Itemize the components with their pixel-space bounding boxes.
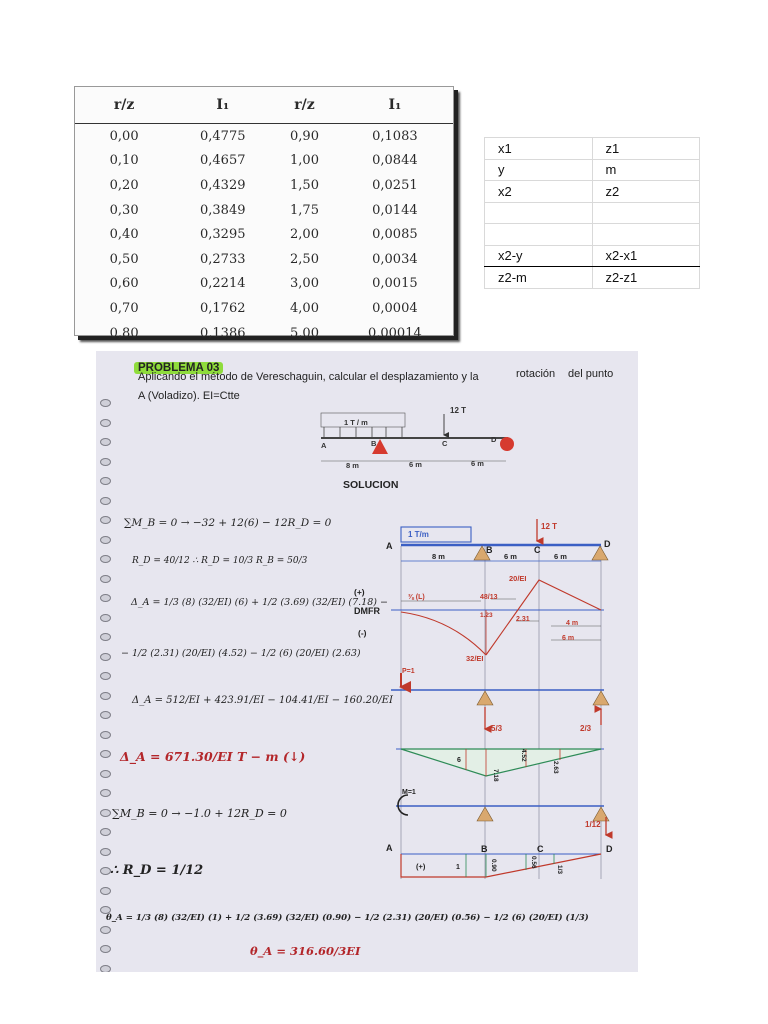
spreadsheet-cell[interactable]: z2-m [485,267,593,289]
dmfr-span-lines [486,580,601,655]
spreadsheet-cell[interactable]: z1 [592,138,700,160]
influence-factor-table [74,86,454,341]
table-cell: 0,0251 [372,177,418,193]
table-cell: 2,50 [290,251,319,267]
m2-ord-1: 1 [456,864,460,871]
small-load-dist-label: 1 T / m [344,418,368,427]
table-cell: 0,4329 [200,177,246,193]
table-cell: 0,3295 [200,227,246,243]
equation-sum-moments-1: ∑M_B = 0 → −32 + 12(6) − 12R_D = 0 [124,517,332,529]
header-i1-2: I₁ [337,87,453,124]
table-cell: 1,00 [290,153,319,169]
table-cell: 0,90 [290,128,319,144]
equation-theta: θ_A = 1/3 (8) (32/EI) (1) + 1/2 (3.69) (32/EI) (0.90) − 1/2 (2.31) (20/EI) (0.56) − 1/2 (6) (20/EI) (1/3) [106,913,589,923]
m2-diagram [401,854,601,877]
table-cell: 0,1762 [200,300,246,316]
equation-rd-result: ∴ R_D = 1/12 [110,863,204,878]
m2-label-c: C [537,844,544,854]
table-cell: 0,50 [109,251,139,267]
table-row [75,321,453,346]
equation-theta-result: θ_A = 316.60/3EI [250,944,361,958]
problem-statement-word-punto: del punto [568,368,614,380]
spreadsheet-row [485,245,700,267]
equation-delta-line1: Δ_A = 1/3 (8) (32/EI) (6) + 1/2 (3.69) (32/EI) (7.18) − [131,597,388,608]
table-cell: 0,4657 [200,153,246,169]
header-rz-1: r/z [75,87,173,124]
problem-statement-word-rotacion: rotación [516,368,556,380]
table-cell: 0,1083 [372,128,418,144]
m2-plus: (+) [416,862,426,871]
table-cell: 0,00014 [367,325,422,341]
spreadsheet-cell[interactable]: y [485,159,593,181]
table-cell: 0,60 [109,276,139,292]
small-span3: 6 m [471,459,484,468]
small-beam-figure [321,406,514,470]
spreadsheet-cell[interactable]: x2-y [485,245,593,267]
dmfr-cantilever-curve [401,612,486,655]
spreadsheet-cell[interactable] [485,224,593,246]
table-cell: 2,00 [290,227,319,243]
spreadsheet-cell[interactable] [592,224,700,246]
dmfr-m231: 2.31 [516,616,530,623]
main-load-dist-label: 1 T/m [408,530,429,539]
small-span1: 8 m [346,461,359,470]
spreadsheet-cell[interactable] [592,202,700,224]
problem-title: PROBLEMA 03 [134,362,223,374]
i1-table-body [75,124,453,346]
table-cell: 0,3849 [200,202,246,218]
spreadsheet-row [485,159,700,181]
m-diagram-triangle [401,749,601,776]
table-cell: 5,00 [290,325,319,341]
table-cell: 0,0034 [372,251,418,267]
unit-support-d [593,691,609,705]
dmfr-m123: 1.23 [480,612,493,619]
table-row [75,124,453,149]
table-cell: 4,00 [290,300,319,316]
spreadsheet-cell[interactable] [485,202,593,224]
equation-delta-line2: − 1/2 (2.31) (20/EI) (4.52) − 1/2 (6) (20/EI) (2.63) [121,648,361,659]
m2-ord-056: 0.56 [530,856,537,869]
small-label-b: B [371,439,377,448]
table-row [75,149,453,174]
table-cell: 0,2733 [200,251,246,267]
table-cell: 0,4775 [200,128,246,144]
dmfr-m4: 4 m [566,620,579,627]
dmfr-plus: (+) [354,587,365,597]
equation-delta-line3: Δ_A = 512/EI + 423.91/EI − 104.41/EI − 160.20/EI [132,695,393,706]
spreadsheet-row [485,224,700,246]
problem-statement-line1: Aplicando el método de Vereschaguin, calcular el desplazamiento y la [138,371,479,383]
table-row [75,222,453,247]
unit-moment-arc [398,795,408,815]
solution-label: SOLUCION [343,479,399,491]
beam-diagrams [96,351,638,972]
small-label-a: A [321,441,327,450]
equation-delta-result: Δ_A = 671.30/EI T − m (↓) [120,749,306,764]
dmfr-minus: (-) [358,628,367,638]
table-cell: 0,0015 [372,276,418,292]
main-span3: 6 m [554,552,567,561]
header-rz-2: r/z [272,87,337,124]
table-cell: 0,0144 [372,202,418,218]
reaction-b-label: 5/3 [491,724,503,733]
spreadsheet-cell[interactable]: z2-z1 [592,267,700,289]
table-cell: 1,75 [290,202,319,218]
unit-support-b [477,691,493,705]
moment-reaction-label: 1/12 [585,820,601,829]
table-cell: 3,00 [290,276,319,292]
spreadsheet-row [485,181,700,203]
spreadsheet-cell[interactable]: x2 [485,181,593,203]
small-span2: 6 m [409,460,422,469]
spreadsheet-cell[interactable]: m [592,159,700,181]
dmfr-m4813: 48/13 [480,594,498,601]
spreadsheet-cell[interactable]: z2 [592,181,700,203]
table-row [75,173,453,198]
small-label-d: D [491,435,497,444]
spreadsheet-row [485,202,700,224]
spreadsheet-cell[interactable]: x2-x1 [592,245,700,267]
dmfr-m20: 20/EI [509,574,527,583]
main-label-c: C [534,545,541,555]
table-cell: 0,70 [109,300,139,316]
table-row [75,247,453,272]
main-label-d: D [604,539,611,549]
table-row [75,198,453,223]
table-cell: 0,30 [109,202,139,218]
table-cell: 0,10 [109,153,139,169]
table-cell: 0,00 [109,128,139,144]
main-span1: 8 m [432,552,445,561]
m-ord-263: 2.63 [552,761,559,774]
support-d-roller [500,437,514,451]
header-i1-1: I₁ [173,87,272,124]
m-ord-6: 6 [457,757,461,764]
problem-statement-line2: A (Voladizo). EI=Ctte [138,390,240,402]
moment-support-b [477,807,493,821]
i1-table [75,87,453,345]
table-cell: 1,50 [290,177,319,193]
table-cell: 0,2214 [200,276,246,292]
distributed-load-arrows [324,427,402,437]
m2-label-b: B [481,844,488,854]
table-row [75,272,453,297]
main-label-a: A [386,541,393,551]
dmfr-m-a: ⅜ (L) [408,594,425,601]
table-cell: 0,40 [109,227,139,243]
spreadsheet-row [485,138,700,160]
m-ord-452: 4.52 [520,749,527,762]
notebook-photo [96,351,638,972]
equation-reactions: R_D = 40/12 ∴ R_D = 10/3 R_B = 50/3 [132,556,308,566]
table-cell: 0,0844 [372,153,418,169]
table-cell: 0,20 [109,177,139,193]
unit-load-label: P=1 [402,668,415,675]
table-cell: 0,0004 [372,300,418,316]
dmfr-m6: 6 m [562,635,575,642]
table-header-row [75,87,453,124]
dmfr-m32: 32/EI [466,654,484,663]
main-load-point-label: 12 T [541,522,558,531]
small-load-point-label: 12 T [450,406,467,415]
reaction-d-label: 2/3 [580,724,592,733]
table-cell: 0,0085 [372,227,418,243]
spreadsheet-row [485,267,700,289]
table-row [75,296,453,321]
spreadsheet-cell[interactable]: x1 [485,138,593,160]
table-cell: 0,1386 [200,325,246,341]
m-ord-718: 7.18 [492,769,499,782]
table-cell: 0,80 [109,325,139,341]
main-span2: 6 m [504,552,517,561]
equation-sum-moments-2: ∑M_B = 0 → −1.0 + 12R_D = 0 [112,807,287,820]
small-label-c: C [442,439,448,448]
m2-label-d: D [606,844,613,854]
m2-ord-13: 1/3 [556,865,563,875]
dmfr-label: DMFR [354,606,380,616]
main-label-b: B [486,545,493,555]
unit-moment-label: M=1 [402,789,416,796]
m2-ord-090: 0.90 [490,859,497,872]
spreadsheet-grid [484,137,700,289]
m2-label-a: A [386,843,393,853]
